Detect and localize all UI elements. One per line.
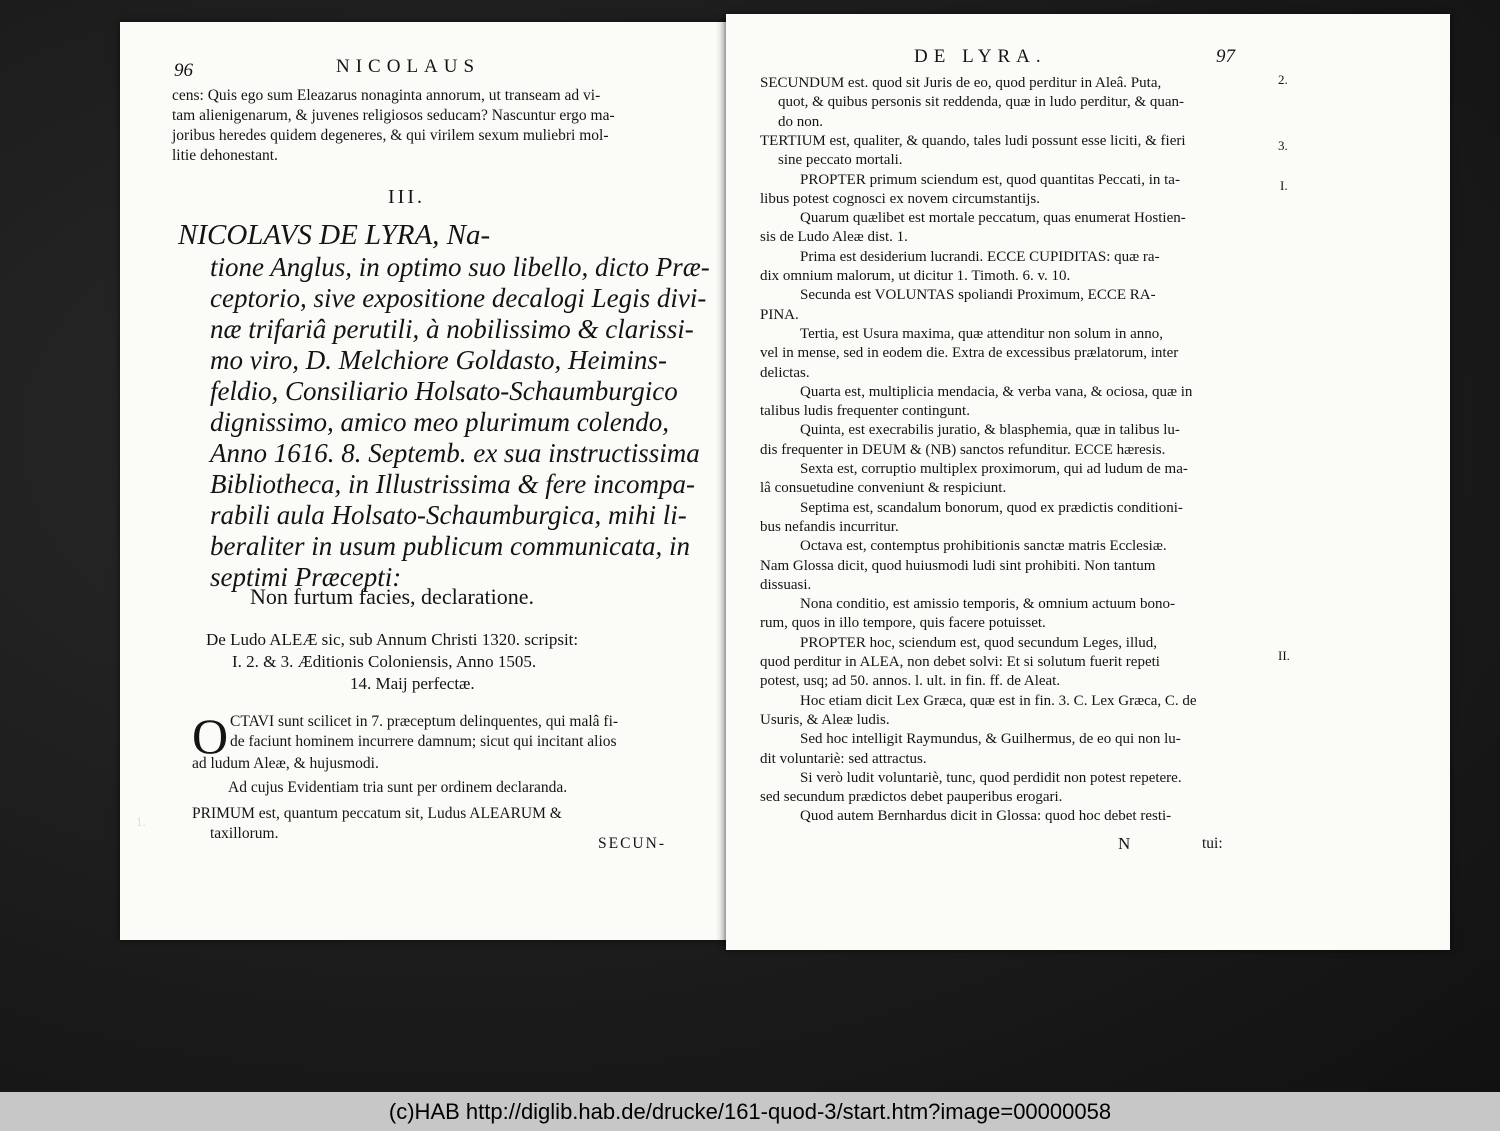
right-body-line: libus potest cognosci ex novem circumstantijs. <box>760 190 1040 207</box>
title-line: Anno 1616. 8. Septemb. ex sua instructissima <box>210 438 700 468</box>
drop-cap: O <box>192 708 229 764</box>
right-body-line: Quarum quælibet est mortale peccatum, quas enumerat Hostien- <box>800 210 1186 227</box>
title-line: ceptorio, sive expositione decalogi Legis divi- <box>210 283 707 313</box>
margin-note: 2. <box>1278 72 1288 87</box>
right-body-line: quot, & quibus personis sit reddenda, quæ in ludo perditur, & quan- <box>778 94 1185 111</box>
right-page-number: 97 <box>1216 46 1235 67</box>
right-running-head: DE LYRA. <box>914 46 1047 67</box>
intro-line: cens: Quis ego sum Eleazarus nonaginta annorum, ut transeam ad vi- <box>172 87 601 104</box>
intro-line: litie dehonestant. <box>172 147 278 164</box>
title-line: NICOLAVS DE LYRA, Na- <box>178 219 491 251</box>
right-body-line: SECUNDUM est. quod sit Juris de eo, quod perditur in Aleâ. Puta, <box>760 75 1162 91</box>
title-line: beraliter in usum publicum communicata, in <box>210 531 690 561</box>
right-body-line: Prima est desiderium lucrandi. ECCE CUPIDITAS: quæ ra- <box>800 248 1160 265</box>
right-body-line: Tertia, est Usura maxima, quæ attenditur non solum in anno, <box>800 325 1164 342</box>
intro-line: tam alienigenarum, & juvenes religiosos seducam? Nascuntur ergo ma- <box>172 107 615 124</box>
right-body-line: delictas. <box>760 364 810 381</box>
right-body-line: vel in mense, sed in eodem die. Extra de excessibus prælatorum, inter <box>760 345 1179 362</box>
right-body-line: Octava est, contemptus prohibitionis sanctæ matris Ecclesiæ. <box>800 538 1167 555</box>
margin-note: 1. <box>136 814 146 829</box>
right-body-line: potest, usq; ad 50. annos. l. ult. in fin. ff. de Aleat. <box>760 673 1061 690</box>
right-body-line: Sed hoc intelligit Raymundus, & Guilhermus, de eo qui non lu- <box>800 731 1181 748</box>
left-running-head: NICOLAUS <box>336 56 481 77</box>
right-body-line: Secunda est VOLUNTAS spoliandi Proximum, ECCE RA- <box>800 287 1156 304</box>
right-body-line: sed secundum prædictos debet pauperibus erogari. <box>760 789 1063 806</box>
intro-line: joribus heredes quidem degeneres, & qui virilem sexum muliebri mol- <box>172 127 609 144</box>
margin-note: 3. <box>1278 138 1288 153</box>
title-line: septimi Præcepti: <box>210 562 402 592</box>
right-body-line: Quinta, est execrabilis juratio, & blasphemia, quæ in talibus lu- <box>800 422 1180 439</box>
right-body-line: dissuasi. <box>760 576 812 593</box>
right-body-line: dix omnium malorum, ut dicitur 1. Timoth. 6. v. 10. <box>760 268 1071 284</box>
left-page <box>120 22 732 940</box>
body-line: ad ludum Aleæ, & hujusmodi. <box>192 755 379 772</box>
right-body-line: sine peccato mortali. <box>778 152 903 169</box>
margin-note: II. <box>1278 648 1290 663</box>
right-body-line: lâ consuetudine conveniunt & respiciunt. <box>760 480 1007 497</box>
subtitle: Non furtum facies, declaratione. <box>250 584 535 609</box>
body-line: CTAVI sunt scilicet in 7. præceptum delinquentes, qui malâ fi- <box>230 713 619 730</box>
edition-line: I. 2. & 3. Æditionis Coloniensis, Anno 1505. <box>232 652 537 671</box>
right-body-line: Septima est, scandalum bonorum, quod ex prædictis conditioni- <box>800 499 1183 516</box>
right-body-line: PINA. <box>760 306 799 323</box>
right-page <box>726 14 1450 950</box>
section-numeral: III. <box>388 186 425 208</box>
right-body-line: quod perditur in ALEA, non debet solvi: Et si solutum fuerit repeti <box>760 654 1160 670</box>
catchword: SECUN- <box>598 835 666 852</box>
right-body-line: Si verò ludit voluntariè, tunc, quod perdidit non potest repetere. <box>800 769 1182 786</box>
title-line: Bibliotheca, in Illustrissima & fere incompa- <box>210 469 695 499</box>
right-body-line: Hoc etiam dicit Lex Græca, quæ est in fin. 3. C. Lex Græca, C. de <box>800 692 1197 709</box>
body-line: Ad cujus Evidentiam tria sunt per ordinem declaranda. <box>228 779 568 796</box>
title-line: dignissimo, amico meo plurimum colendo, <box>210 407 669 437</box>
signature-mark: N <box>1118 834 1131 853</box>
left-page-number: 96 <box>174 60 193 81</box>
right-body-line: Quarta est, multiplicia mendacia, & verba vana, & ociosa, quæ in <box>800 383 1193 400</box>
right-body-line: TERTIUM est, qualiter, & quando, tales ludi possunt esse liciti, & fieri <box>760 132 1186 149</box>
right-body-line: PROPTER primum sciendum est, quod quantitas Peccati, in ta- <box>800 171 1180 188</box>
edition-line: 14. Maij perfectæ. <box>350 674 475 693</box>
body-line: taxillorum. <box>210 825 279 842</box>
title-line: feldio, Consiliario Holsato-Schaumburgico <box>210 376 678 406</box>
right-body-line: Nam Glossa dicit, quod huiusmodi ludi sint prohibiti. Non tantum <box>760 557 1156 574</box>
right-body-line: Sexta est, corruptio multiplex proximorum, qui ad ludum de ma- <box>800 461 1188 477</box>
catchword: tui: <box>1202 835 1223 852</box>
right-body-line: dis frequenter in DEUM & (NB) sanctos refunditur. ECCE hæresis. <box>760 441 1166 458</box>
footer-text: (c)HAB http://diglib.hab.de/drucke/161-quod-3/start.htm?image=00000058 <box>388 1098 1112 1124</box>
right-body-line: Nona conditio, est amissio temporis, & omnium actuum bono- <box>800 596 1175 613</box>
right-body-line: Usuris, & Aleæ ludis. <box>760 711 890 728</box>
right-body-line: bus nefandis incurritur. <box>760 518 899 535</box>
title-line: tione Anglus, in optimo suo libello, dicto Præ- <box>210 252 710 282</box>
title-line: næ trifariâ perutili, à nobilissimo & clarissi- <box>210 314 694 344</box>
right-body-line: talibus ludis frequenter contingunt. <box>760 403 970 420</box>
title-line: rabili aula Holsato-Schaumburgica, mihi li- <box>210 500 687 530</box>
right-body-line: dit voluntariè: sed attractus. <box>760 750 927 767</box>
copyright-footer <box>0 1092 1500 1131</box>
right-body-line: PROPTER hoc, sciendum est, quod secundum Leges, illud, <box>800 634 1158 651</box>
right-body-line: Quod autem Bernhardus dicit in Glossa: quod hoc debet resti- <box>800 808 1172 825</box>
body-line: PRIMUM est, quantum peccatum sit, Ludus ALEARUM & <box>192 805 562 822</box>
right-body-line: rum, quos in illo tempore, quis facere potuisset. <box>760 615 1046 632</box>
margin-note: I. <box>1280 178 1288 193</box>
right-body-line: do non. <box>778 113 823 130</box>
title-line: mo viro, D. Melchiore Goldasto, Heimins- <box>210 345 667 375</box>
edition-line: De Ludo ALEÆ sic, sub Annum Christi 1320. scripsit: <box>206 630 579 649</box>
right-body-line: sis de Ludo Aleæ dist. 1. <box>760 229 908 246</box>
body-line: de faciunt hominem incurrere damnum; sicut qui incitant alios <box>230 733 617 750</box>
